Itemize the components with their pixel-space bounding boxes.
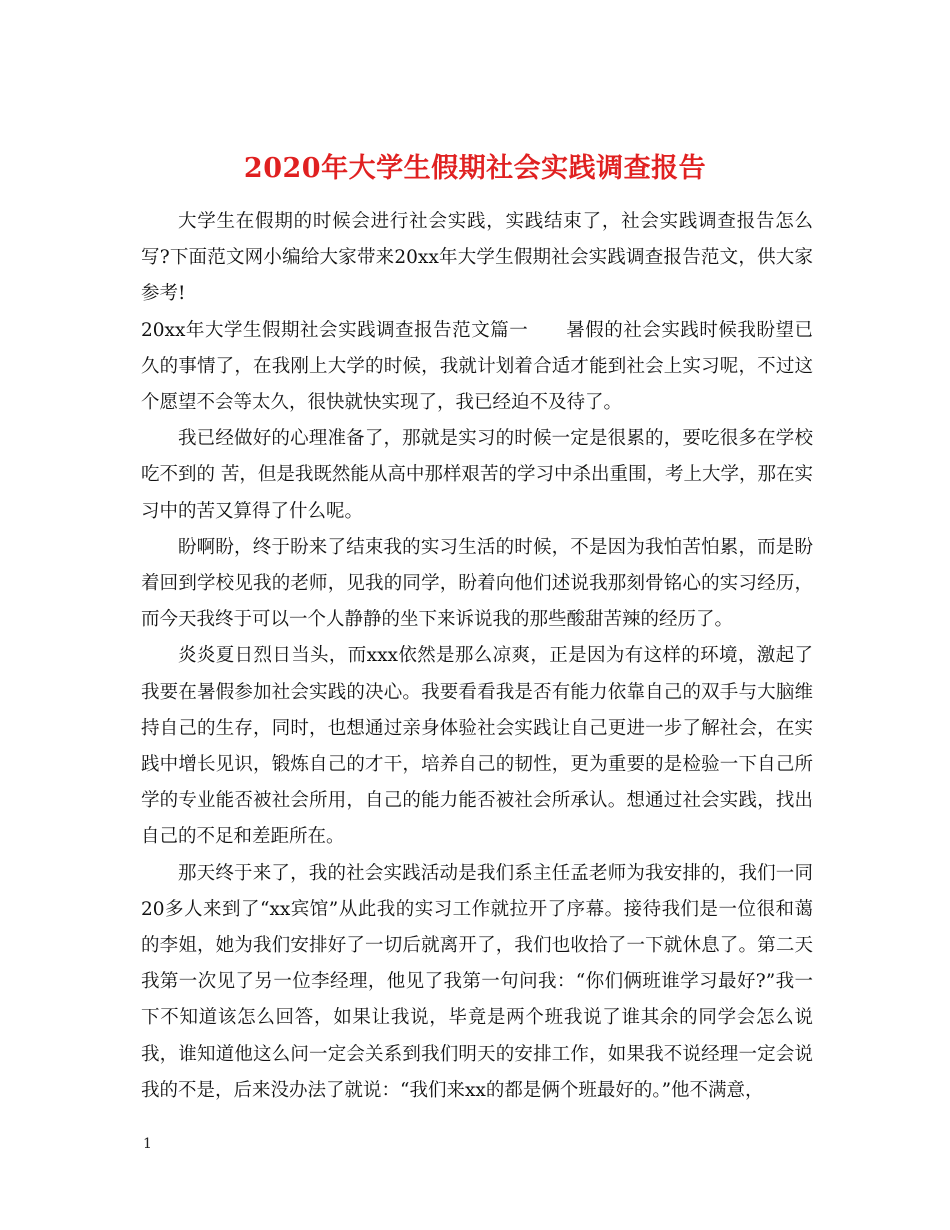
page-number: 1	[143, 1136, 152, 1152]
paragraph-intro: 大学生在假期的时候会进行社会实践，实践结束了，社会实践调查报告怎么写?下面范文网小编给大家带来20xx年大学生假期社会实践调查报告范文，供大家参考!	[141, 211, 813, 305]
document-title: 2020年大学生假期社会实践调查报告	[243, 153, 707, 185]
paragraph-section-heading: 20xx年大学生假期社会实践调查报告范文篇一 暑假的社会实践时候我盼望已久的事情了，在我刚上大学的时候，我就计划着合适才能到社会上实习呢，不过这个愿望不会等太久，很快就快实现了，我已经迫不及待了。	[141, 319, 813, 414]
paragraph-looking-forward: 盼啊盼，终于盼来了结束我的实习生活的时候，不是因为我怕苦怕累，而是盼着回到学校见我的老师，见我的同学，盼着向他们述说我那刻骨铭心的实习经历，而今天我终于可以一个人静静的坐下来诉说我的那些酸甜苦辣的经历了。	[141, 536, 813, 631]
paragraph-motivation: 炎炎夏日烈日当头，而xxx依然是那么凉爽，正是因为有这样的环境，激起了我要在暑假参加社会实践的决心。我要看看我是否有能力依靠自己的双手与大脑维持自己的生存，同时，也想通过亲身体验社会实践让自己更进一步了解社会，在实践中增长见识，锻炼自己的才干，培养自己的韧性，更为重要的是检验一下自己所学的专业能否被社会所用，自己的能力能否被社会所承认。想通过社会实践，找出自己的不足和差距所在。	[141, 645, 813, 848]
paragraph-preparation: 我已经做好的心理准备了，那就是实习的时候一定是很累的，要吃很多在学校吃不到的 苦，但是我既然能从高中那样艰苦的学习中杀出重围，考上大学，那在实习中的苦又算得了什么呢。	[141, 428, 813, 522]
paragraph-first-day: 那天终于来了，我的社会实践活动是我们系主任孟老师为我安排的，我们一同20多人来到了“xx宾馆”从此我的实习工作就拉开了序幕。接待我们是一位很和蔼的李姐，她为我们安排好了一切后就离开了，我们也收拾了一下就休息了。第二天我第一次见了另一位李经理，他见了我第一句问我：“你们俩班谁学习最好?”我一下不知道该怎么回答，如果让我说，毕竟是两个班我说了谁其余的同学会怎么说我，谁知道他这么问一定会关系到我们明天的安排工作，如果我不说经理一定会说我的不是，后来没办法了就说：“我们来xx的都是俩个班最好的。”他不满意，	[141, 862, 813, 1101]
document-body	[141, 204, 813, 1109]
